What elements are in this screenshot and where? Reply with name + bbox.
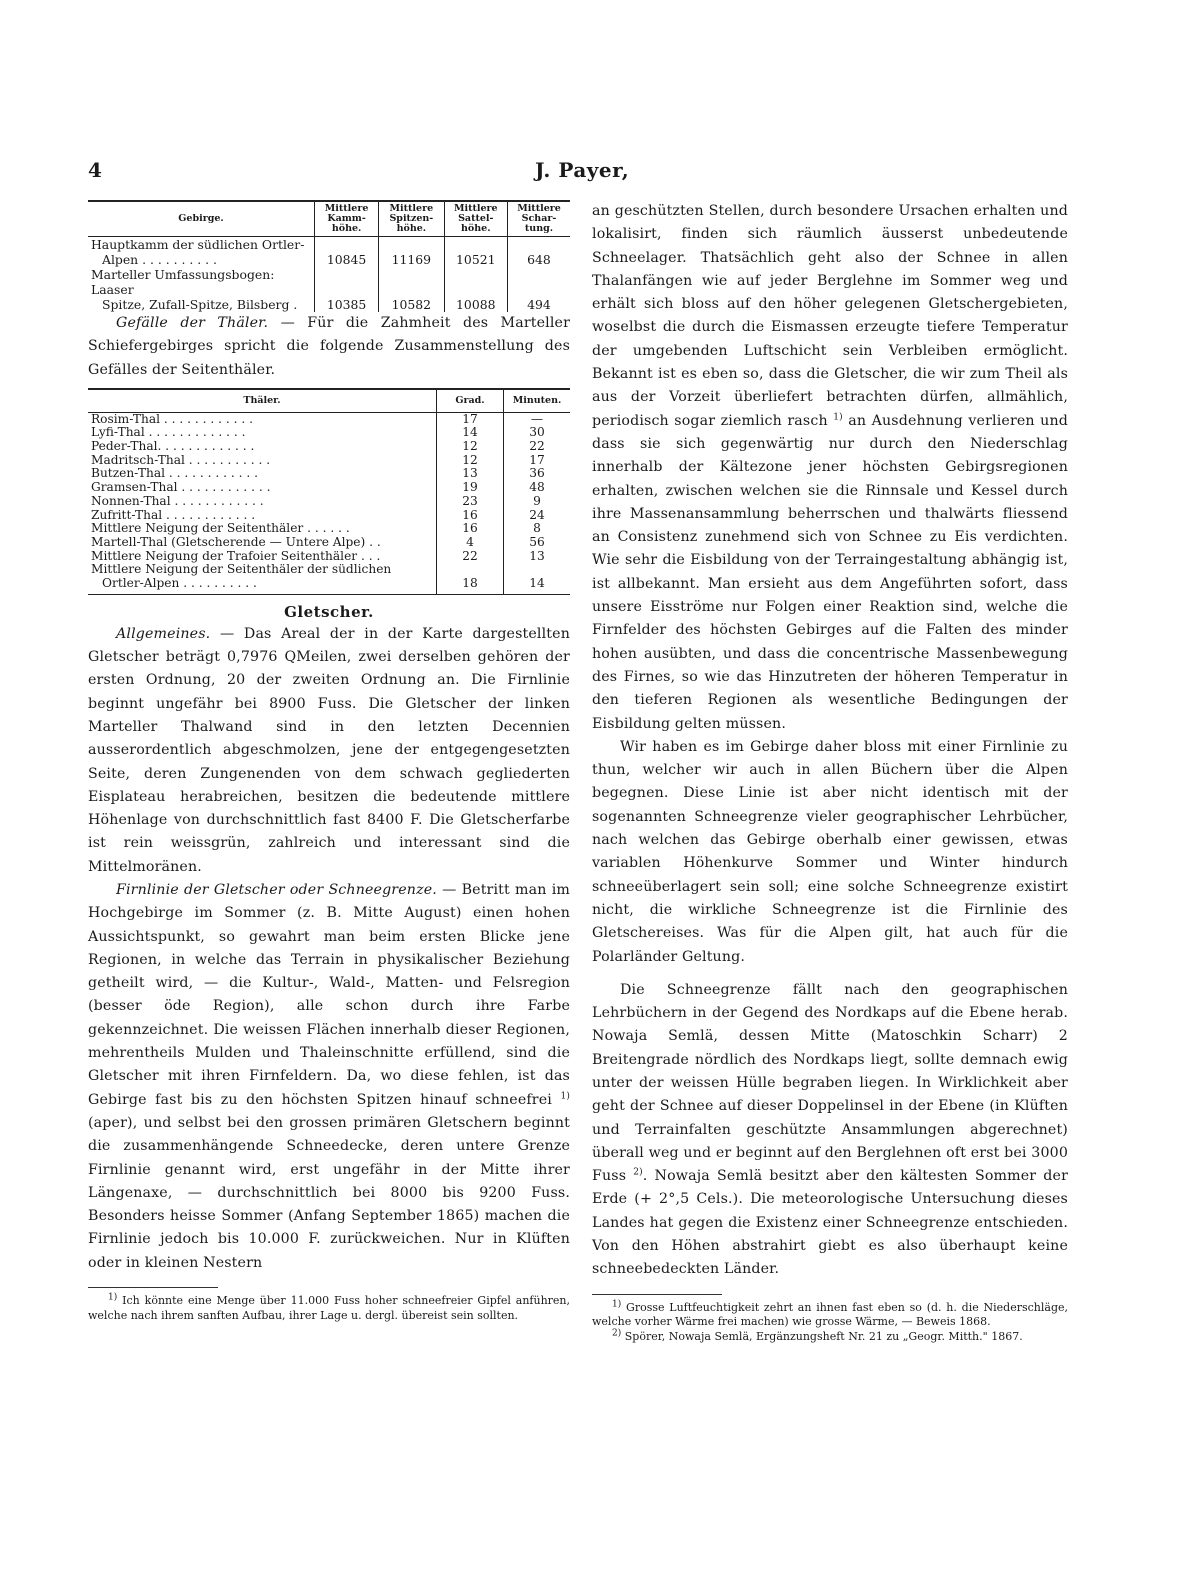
- column-header: Thäler.: [88, 389, 437, 412]
- table-cell: 36: [504, 467, 571, 481]
- footnote-ref: 1): [560, 1090, 570, 1101]
- table-cell: 56: [504, 536, 571, 550]
- paragraph-text: Die Schneegrenze fällt nach den geographischen Lehrbüchern in der Gegend des Nordkaps auf die Ebene herab. Nowaja Semlä, dessen Mitte (Matoschkin Scharr) 2 Breitengrade nördlich des Nordkaps liegt, sollte demnach ewig unter der weissen Hülle begraben liegen. In Wirklichkeit aber geht der Schnee auf dieser Doppelinsel in der Ebene (in Klüften und Terrainfalten geschützte Ansammlungen abgerechnet) überall weg und er beginnt auf den Berglehnen oft erst bei 3000 Fuss: [592, 981, 1068, 1185]
- column-header: Mittlere Kamm-höhe.: [315, 201, 379, 237]
- left-column: [88, 200, 570, 1323]
- table-row: [88, 550, 570, 564]
- footnote-text: Ich könnte eine Menge über 11.000 Fuss hoher schneefreier Gipfel anführen, welche nach ihrem sanften Aufbau, ihrer Lage u. dergl. übereist sein sollten.: [88, 1294, 570, 1322]
- table-cell: [504, 563, 571, 577]
- paragraph-allgemeines: [88, 623, 570, 879]
- table-row: [88, 577, 570, 594]
- table-cell: 30: [504, 426, 571, 440]
- table-cell: 48: [504, 481, 571, 495]
- row-label: Butzen-Thal . . . . . . . . . . . .: [91, 466, 258, 481]
- table-cell: 22: [437, 550, 504, 564]
- table-row: [88, 522, 570, 536]
- paragraph-lead: Firnlinie der Gletscher oder Schneegrenze.: [116, 882, 437, 898]
- page-number: 4: [88, 158, 102, 182]
- row-label: Peder-Thal. . . . . . . . . . . . .: [91, 439, 255, 453]
- table-cell: 11169: [379, 252, 444, 267]
- table-cell: 14: [504, 577, 571, 594]
- table-cell: 10385: [315, 297, 379, 312]
- table-cell: 16: [437, 522, 504, 536]
- table-cell: 17: [504, 454, 571, 468]
- table-cell: 10582: [379, 297, 444, 312]
- column-header: Minuten.: [504, 389, 571, 412]
- table-cell: 16: [437, 509, 504, 523]
- paragraph-text: — Für die Zahmheit des Marteller Schiefergebirges spricht die folgende Zusammenstellung des Gefälles der Seitenthäler.: [88, 315, 571, 378]
- row-label: Marteller Umfassungsbogen: Laaser: [91, 267, 275, 297]
- row-label: Zufritt-Thal . . . . . . . . . . . .: [91, 507, 256, 522]
- table-row: [88, 509, 570, 523]
- paragraph-text: an Ausdehnung verlieren und dass sie sich gegenwärtig nur durch den Niederschlag innerhalb der Kältezone jener höchsten Gebirgsregionen erhalten, zwischen welchen sie die Rinnsale und Kessel durch ihre Massenansammlung beherrschen und thalwärts fliessend an Consistenz zunehmend sich von Schnee zu Eis verdichten. Wie sehr die Eisbildung von der Terraingestaltung abhängig ist, ist allbekannt. Man ersieht aus dem Angeführten sofort, dass unsere Eisströme nur Folgen einer Reaktion sind, welche die Firnfelder des höchsten Gebirges auf die Falten des minder hohen ausübten, und dass die concentrische Massenbewegung des Firnes, so wie das Hinzutreten der höheren Temperatur in den tieferen Regionen als wesentliche Bedingungen der Eisbildung gelten müssen.: [592, 412, 1068, 732]
- footnote: [592, 1301, 1068, 1330]
- footnote-ref: 2): [633, 1167, 643, 1178]
- table-row: [88, 467, 570, 481]
- table-header-row: [88, 389, 570, 412]
- column-header: Mittlere Spitzen-höhe.: [379, 201, 444, 237]
- paragraph: [592, 979, 1068, 1282]
- row-label: Gramsen-Thal . . . . . . . . . . . .: [91, 480, 271, 495]
- table-row: [88, 536, 570, 550]
- table-row: [88, 412, 570, 426]
- row-label: Mittlere Neigung der Seitenthäler der südlichen: [91, 562, 392, 577]
- table-cell: 19: [437, 481, 504, 495]
- row-label: Rosim-Thal . . . . . . . . . . . .: [91, 411, 254, 426]
- row-label: Martell-Thal (Gletscherende — Untere Alpe) . .: [91, 534, 381, 549]
- table-cell: 8: [504, 522, 571, 536]
- footnote-ref: 1): [833, 411, 843, 422]
- table-cell: —: [504, 412, 571, 426]
- table-row: [88, 454, 570, 468]
- table-cell: 17: [437, 412, 504, 426]
- column-header: Mittlere Sattel-höhe.: [444, 201, 507, 237]
- row-label: Madritsch-Thal . . . . . . . . . . .: [91, 452, 271, 467]
- table-row: [88, 495, 570, 509]
- row-label: Mittlere Neigung der Trafoier Seitenthäler . . .: [91, 548, 381, 563]
- table-cell: [437, 563, 504, 577]
- table-cell: 494: [507, 297, 570, 312]
- table-cell: 14: [437, 426, 504, 440]
- row-label: Mittlere Neigung der Seitenthäler . . . . . .: [91, 521, 350, 536]
- table-cell: 648: [507, 252, 570, 267]
- footnote-mark: 1): [108, 1292, 118, 1303]
- table-cell: 12: [437, 440, 504, 454]
- paragraph: Wir haben es im Gebirge daher bloss mit einer Firnlinie zu thun, welcher wir auch in allen Büchern über die Alpen begegnen. Diese Linie ist aber nicht identisch mit der sogenannten Schneegrenze vieler geographischer Lehrbücher, nach welchen das Gebirge oberhalb einer gewissen, etwas variablen Höhenkurve Sommer und Winter hindurch schneeüberlagert sein soll; eine solche Schneegrenze existirt nicht, die wirkliche Schneegrenze ist die Firnlinie des Gletschereises. Was für die Alpen gilt, hat auch für die Polarländer Geltung.: [592, 738, 1068, 965]
- table-row: [88, 440, 570, 454]
- table-cell: 10845: [315, 252, 379, 267]
- running-header: J. Payer,: [535, 158, 630, 182]
- paragraph-lead: Allgemeines.: [116, 625, 211, 642]
- table-row: [88, 563, 570, 577]
- table-cell: 13: [437, 467, 504, 481]
- footnote-divider: [592, 1294, 722, 1295]
- footnote-text: Grosse Luftfeuchtigkeit zehrt an ihnen fast eben so (d. h. die Niederschläge, welche vorher Wärme frei machen) wie grosse Wärme, — Beweis 1868.: [592, 1300, 1068, 1329]
- paragraph-gefaelle: [88, 312, 570, 382]
- table-cell: 10521: [444, 252, 507, 267]
- paragraph-text: an geschützten Stellen, durch besondere Ursachen erhalten und lokalisirt, finden sich räumlich äusserst unbedeutende Schneelager. Thatsächlich geht also der Schnee in allen Thalanfängen wie auf jeder Berglehne im Sommer weg und erhält sich bloss auf den höher gelegenen Gletschergebieten, woselbst die durch die Eismassen erzeugte tiefere Temperatur der umgebenden Luftschicht sein Verbleiben ermöglicht. Bekannt ist es eben so, dass die Gletscher, die wir zum Theil als aus der Vorzeit überliefert betrachten dürfen, allmählich, periodisch sogar ziemlich rasch: [592, 203, 1068, 429]
- column-header: Mittlere Schar-tung.: [507, 201, 570, 237]
- paragraph-text: . Nowaja Semlä besitzt aber den kältesten Sommer der Erde (+ 2°,5 Cels.). Die meteorologische Untersuchung dieses Landes hat gegen die Existenz einer Schneegrenze entschieden. Von den Höhen abstrahirt giebt es also überhaupt keine schneebedeckten Länder.: [592, 1168, 1068, 1278]
- section-title: Gletscher.: [284, 602, 374, 621]
- footnote-mark: 1): [612, 1299, 622, 1309]
- mountain-heights-table: [88, 200, 570, 312]
- table-header-row: [88, 201, 570, 237]
- table-cell: 10088: [444, 297, 507, 312]
- table-cell: 18: [437, 577, 504, 594]
- table-cell: 4: [437, 536, 504, 550]
- valley-gradient-table: [88, 388, 570, 595]
- paragraph: [592, 200, 1068, 736]
- table-row: [88, 426, 570, 440]
- row-label: Hauptkamm der südlichen Ortler-: [91, 237, 305, 252]
- table-row: [88, 297, 570, 312]
- footnote: [592, 1330, 1068, 1345]
- paragraph-text: — Betritt man im Hochgebirge im Sommer (z. B. Mitte August) einen hohen Aussichtspunkt, so gewahrt man beim ersten Blicke jene Regionen, in welche das Terrain in physikalischer Beziehung getheilt wird, — die Kultur-, Wald-, Matten- und Felsregion (besser öde Region), alle schon durch ihre Farbe gekennzeichnet. Die weissen Flächen innerhalb dieser Regionen, mehrentheils Mulden und Thaleinschnitte erfüllend, sind die Gletscher mit ihren Firnfeldern. Da, wo diese fehlen, ist das Gebirge fast bis zu den höchsten Spitzen hinauf schneefrei: [88, 882, 570, 1108]
- footnote-mark: 2): [612, 1328, 622, 1338]
- row-label: Lyfi-Thal . . . . . . . . . . . . .: [91, 425, 246, 440]
- table-row: [88, 237, 570, 253]
- paragraph-firnlinie: [88, 879, 570, 1275]
- paragraph-text: (aper), und selbst bei den grossen primären Gletschern beginnt die zusammenhängende Schneedecke, deren untere Grenze Firnlinie genannt wird, erst ungefähr in der Mitte ihrer Längenaxe, — durchschnittlich bei 8000 bis 9200 Fuss. Besonders heisse Sommer (Anfang September 1865) machen die Firnlinie jedoch bis 10.000 F. zurückweichen. Nur in Klüften oder in kleinen Nestern: [88, 1114, 570, 1271]
- row-label: Alpen . . . . . . . . . .: [102, 252, 217, 267]
- paragraph-text: — Das Areal der in der Karte dargestellten Gletscher beträgt 0,7976 QMeilen, zwei derselben gehören der ersten Ordnung, 20 der zweiten Ordnung an. Die Firnlinie beginnt ungefähr bei 8900 Fuss. Die Gletscher der linken Marteller Thalwand sind in den letzten Decennien ausserordentlich abgeschmolzen, jene der entgegengesetzten Seite, deren Zungenenden von dem schwach gegliederten Eisplateau herabreichen, besitzen die bedeutende mittlere Höhenlage von durchschnittlich fast 8400 F. Die Gletscherfarbe ist rein weissgrün, zahlreich und interessant sind die Mittelmoränen.: [88, 625, 570, 875]
- table-cell: 23: [437, 495, 504, 509]
- table-cell: 24: [504, 509, 571, 523]
- footnote: [88, 1294, 570, 1323]
- table-row: [88, 267, 570, 297]
- table-row: [88, 481, 570, 495]
- table-cell: 12: [437, 454, 504, 468]
- table-cell: 13: [504, 550, 571, 564]
- right-column: [592, 200, 1068, 1344]
- row-label: Spitze, Zufall-Spitze, Bilsberg .: [102, 297, 298, 312]
- table-row: [88, 252, 570, 267]
- column-header: Grad.: [437, 389, 504, 412]
- table-cell: 22: [504, 440, 571, 454]
- row-label: Ortler-Alpen . . . . . . . . . .: [88, 577, 437, 594]
- paragraph-lead: Gefälle der Thäler.: [116, 315, 269, 331]
- row-label: Nonnen-Thal . . . . . . . . . . . .: [91, 493, 264, 508]
- footnote-text: Spörer, Nowaja Semlä, Ergänzungsheft Nr. 21 zu „Geogr. Mitth." 1867.: [621, 1329, 1023, 1343]
- column-header: Gebirge.: [88, 201, 315, 237]
- footnote-divider: [88, 1287, 218, 1288]
- table-cell: 9: [504, 495, 571, 509]
